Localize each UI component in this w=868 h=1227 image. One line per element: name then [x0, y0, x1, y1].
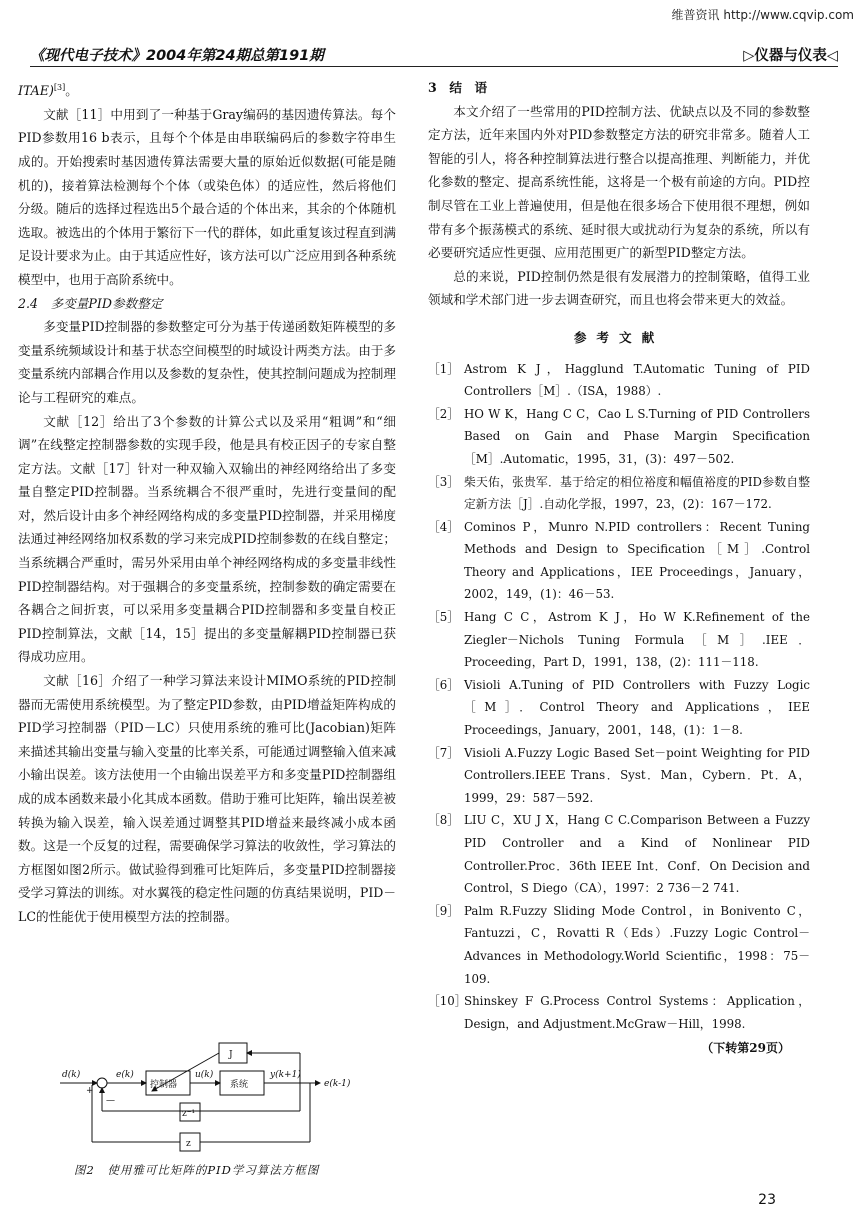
reference-text: Astrom K J，Hagglund T.Automatic Tuning of PID Controllers［M］.（ISA，1988）. [464, 361, 810, 399]
label-zinv: z⁻¹ [182, 1109, 196, 1119]
summing-junction [97, 1078, 107, 1088]
reference-item [428, 403, 810, 471]
reference-number: ［8］ [428, 813, 460, 828]
paragraph-conclusion-2: 总的来说，PID控制仍然是很有发展潜力的控制策略，值得工业领域和学术部门进一步去调查研究，而且也将会带来更大的效益。 [428, 268, 810, 308]
reference-text: HO W K，Hang C C，Cao L S.Turning of PID Controllers Based on Gain and Phase Margin Specification［M］.Automatic，1995，31，(3)：497－502. [464, 406, 810, 466]
reference-text: Visioli A.Tuning of PID Controllers with Fuzzy Logic［M］．Control Theory and Applications，IEE Proceedings，January，2001，148，(1)：1－8. [464, 677, 810, 738]
label-z: z [186, 1139, 191, 1149]
citation-superscript: [3] [53, 83, 66, 92]
reference-text: Palm R.Fuzzy Sliding Mode Control，in Bonivento C，Fantuzzi，C，Rovatti R（Eds）.Fuzzy Logic Control－Advances in Methodology.World Scientific，1998：75－109. [464, 903, 810, 986]
label-plus: + [86, 1086, 94, 1096]
itae-text: ITAE) [18, 83, 54, 99]
journal-issue: 《现代电子技术》2004年第24期总第191期 [30, 48, 324, 64]
subsection-heading: 2.4 多变量PID参数整定 [18, 295, 163, 311]
reference-item [428, 358, 810, 403]
reference-number: ［10］ [428, 994, 467, 1009]
paragraph-ref12: 文献［12］给出了3个参数的计算公式以及采用“粗调”和“细调”在线整定控制器参数的实现手段，他是具有校正因子的专家自整定方法。文献［17］针对一种双输入双输出的神经网络给出了多变量自整定PID控制器。当系统耦合不很严重时，先进行变量间的配对，然后设计由多个神经网络构成的多变量PID控制器，并采用梯度法通过神经网络加权系数的学习来完成PID控制参数的在线自整定；当系统耦合严重时，需另外采用由单个神经网络构成的多变量非线性PID控制器结构。对于强耦合的多变量系统，控制参数的确定需要在各耦合之间折衷，可以采用多变量耦合PID控制器和多变量自校正PID控制算法，文献［14，15］提出的多变量解耦PID控制器已获得成功应用。 [18, 413, 396, 665]
label-controller: 控制器 [150, 1080, 178, 1090]
reference-item [428, 900, 810, 990]
reference-number: ［3］ [428, 474, 460, 489]
paragraph-itae [18, 76, 396, 103]
reference-number: ［7］ [428, 745, 460, 760]
reference-item [428, 516, 810, 606]
reference-text: Shinskey F G.Process Control Systems：Application，Design，and Adjustment.McGraw－Hill，1998. [464, 994, 810, 1031]
label-input: d(k) [62, 1070, 81, 1080]
paragraph-ref16: 文献［16］介绍了一种学习算法来设计MIMO系统的PID控制器而无需使用系统模型。为了整定PID参数，由PID增益矩阵构成的PID学习控制器（PID－LC）只使用系统的雅可比(Jacobian)矩阵来描述其输出变量与输入变量的比率关系，可能通过调整输入值来减小输出误差。该方法使用一个由输出误差平方和多变量PID控制器组成的成本函数来最小化其成本函数。借助于雅可比矩阵，输出误差被转换为输入误差，输入误差通过调整其PID增益来最终减小成本函数。这是一个反复的过程，需要确保学习算法的收敛性，学习算法的方框图如图2所示。做试验得到雅可比矩阵后，多变量PID控制器接受学习算法的训练。对水翼筏的稳定性问题的仿真结果说明，PID－LC的性能优于使用模型方法的控制器。 [18, 673, 396, 924]
reference-number: ［2］ [428, 406, 460, 421]
left-column [18, 76, 396, 929]
reference-item [428, 742, 810, 810]
label-y: y(k+1) [270, 1070, 301, 1080]
label-error: e(k) [116, 1070, 134, 1080]
running-header [30, 44, 838, 67]
reference-list [428, 358, 810, 1036]
paragraph-conclusion-1: 本文介绍了一些常用的PID控制方法、优缺点以及不同的参数整定方法，近年来国内外对PID参数整定方法的研究非常多。随着人工智能的引人，将各种控制算法进行整合以提高推理、判断能力，并优化参数的整定、提高系统性能，这将是一个极有前途的方向。PID控制尽管在工业上普遍使用，但是他在很多场合下使用很不理想，例如带有多个振荡模式的系统、延时很大或扰动行为复杂的系统，所以有必要研究适应性更强、应用范围更广的新型PID整定方法。 [428, 103, 810, 261]
continued-note: （下转第29页） [701, 1041, 790, 1056]
reference-number: ［5］ [428, 610, 460, 625]
page-number: 23 [758, 1192, 776, 1208]
block-diagram [60, 1033, 380, 1163]
reference-item [428, 471, 810, 516]
reference-text: Cominos P，Munro N.PID controllers：Recent Tuning Methods and Design to Specification［M］.Control Theory and Applications，IEE Proceedings，January，2002，149，(1)：46－53. [464, 519, 810, 602]
watermark-text: 维普资讯 http://www.cqvip.com [671, 8, 854, 22]
label-j: J [229, 1050, 233, 1060]
reference-text: LIU C，XU J X，Hang C C.Comparison Between a Fuzzy PID Controller and a Kind of Nonlinear PID Controller.Proc．36th IEEE Int．Conf．On Decision and Control，S Diego（CA），1997：2 736－2 741. [464, 813, 810, 896]
section-heading-conclusion: 3 结 语 [428, 80, 488, 95]
label-u: u(k) [195, 1070, 214, 1080]
reference-number: ［1］ [428, 361, 460, 376]
reference-number: ［9］ [428, 903, 460, 918]
reference-item [428, 674, 810, 742]
references-heading: 参考文献 [573, 329, 665, 345]
label-minus: — [106, 1096, 115, 1106]
right-column [428, 76, 810, 1061]
reference-item [428, 809, 810, 899]
reference-text: 柴天佑，张贵军．基于给定的相位裕度和幅值裕度的PID参数自整定新方法［J］.自动化学报，1997，23，(2)：167－172. [464, 474, 810, 512]
reference-number: ［4］ [428, 519, 460, 534]
reference-text: Hang C C，Astrom K J，Ho W K.Refinement of the Ziegler－Nichols Tuning Formula［M］.IEE．Proceeding，Part D，1991，138，(2)：111－118. [464, 610, 810, 670]
reference-item [428, 606, 810, 674]
paragraph-multivariable: 多变量PID控制器的参数整定可分为基于传递函数矩阵模型的多变量系统频域设计和基于状态空间模型的时域设计两类方法。由于多变量系统内部耦合作用以及参数的复杂性，使其控制问题成为控制理论与工程研究的难点。 [18, 319, 396, 405]
period: 。 [65, 83, 78, 99]
j-block [219, 1043, 247, 1063]
figure-caption: 图2 使用雅可比矩阵的PID学习算法方框图 [74, 1163, 320, 1177]
section-label: ▷仪器与仪表◁ [743, 48, 838, 64]
paragraph-genetic: 文献［11］中用到了一种基于Gray编码的基因遗传算法。每个PID参数用16 b表示，且每个个体是由串联编码后的参数字符串生成的。开始搜索时基因遗传算法需要大量的原始近似数据(可能是随机的)，接着算法检测每个个体（或染色体）的适应性，然后将他们分级。随后的选择过程选出5个最合适的个体出来，其余的个体随机选取。被选出的个体用于繁衍下一代的群体，如此重复该过程直到满足设计要求为止。由于其适应性好，该方法可以广泛应用到各种系统模型中，也用于高阶系统中。 [18, 106, 396, 287]
label-eout: e(k-1) [324, 1079, 351, 1089]
reference-number: ［6］ [428, 677, 460, 692]
label-system: 系统 [230, 1080, 249, 1090]
reference-item [428, 990, 810, 1035]
reference-text: Visioli A.Fuzzy Logic Based Set－point Weighting for PID Controllers.IEEE Trans．Syst．Man，Cybern．Pt．A，1999，29：587－592. [464, 745, 810, 805]
